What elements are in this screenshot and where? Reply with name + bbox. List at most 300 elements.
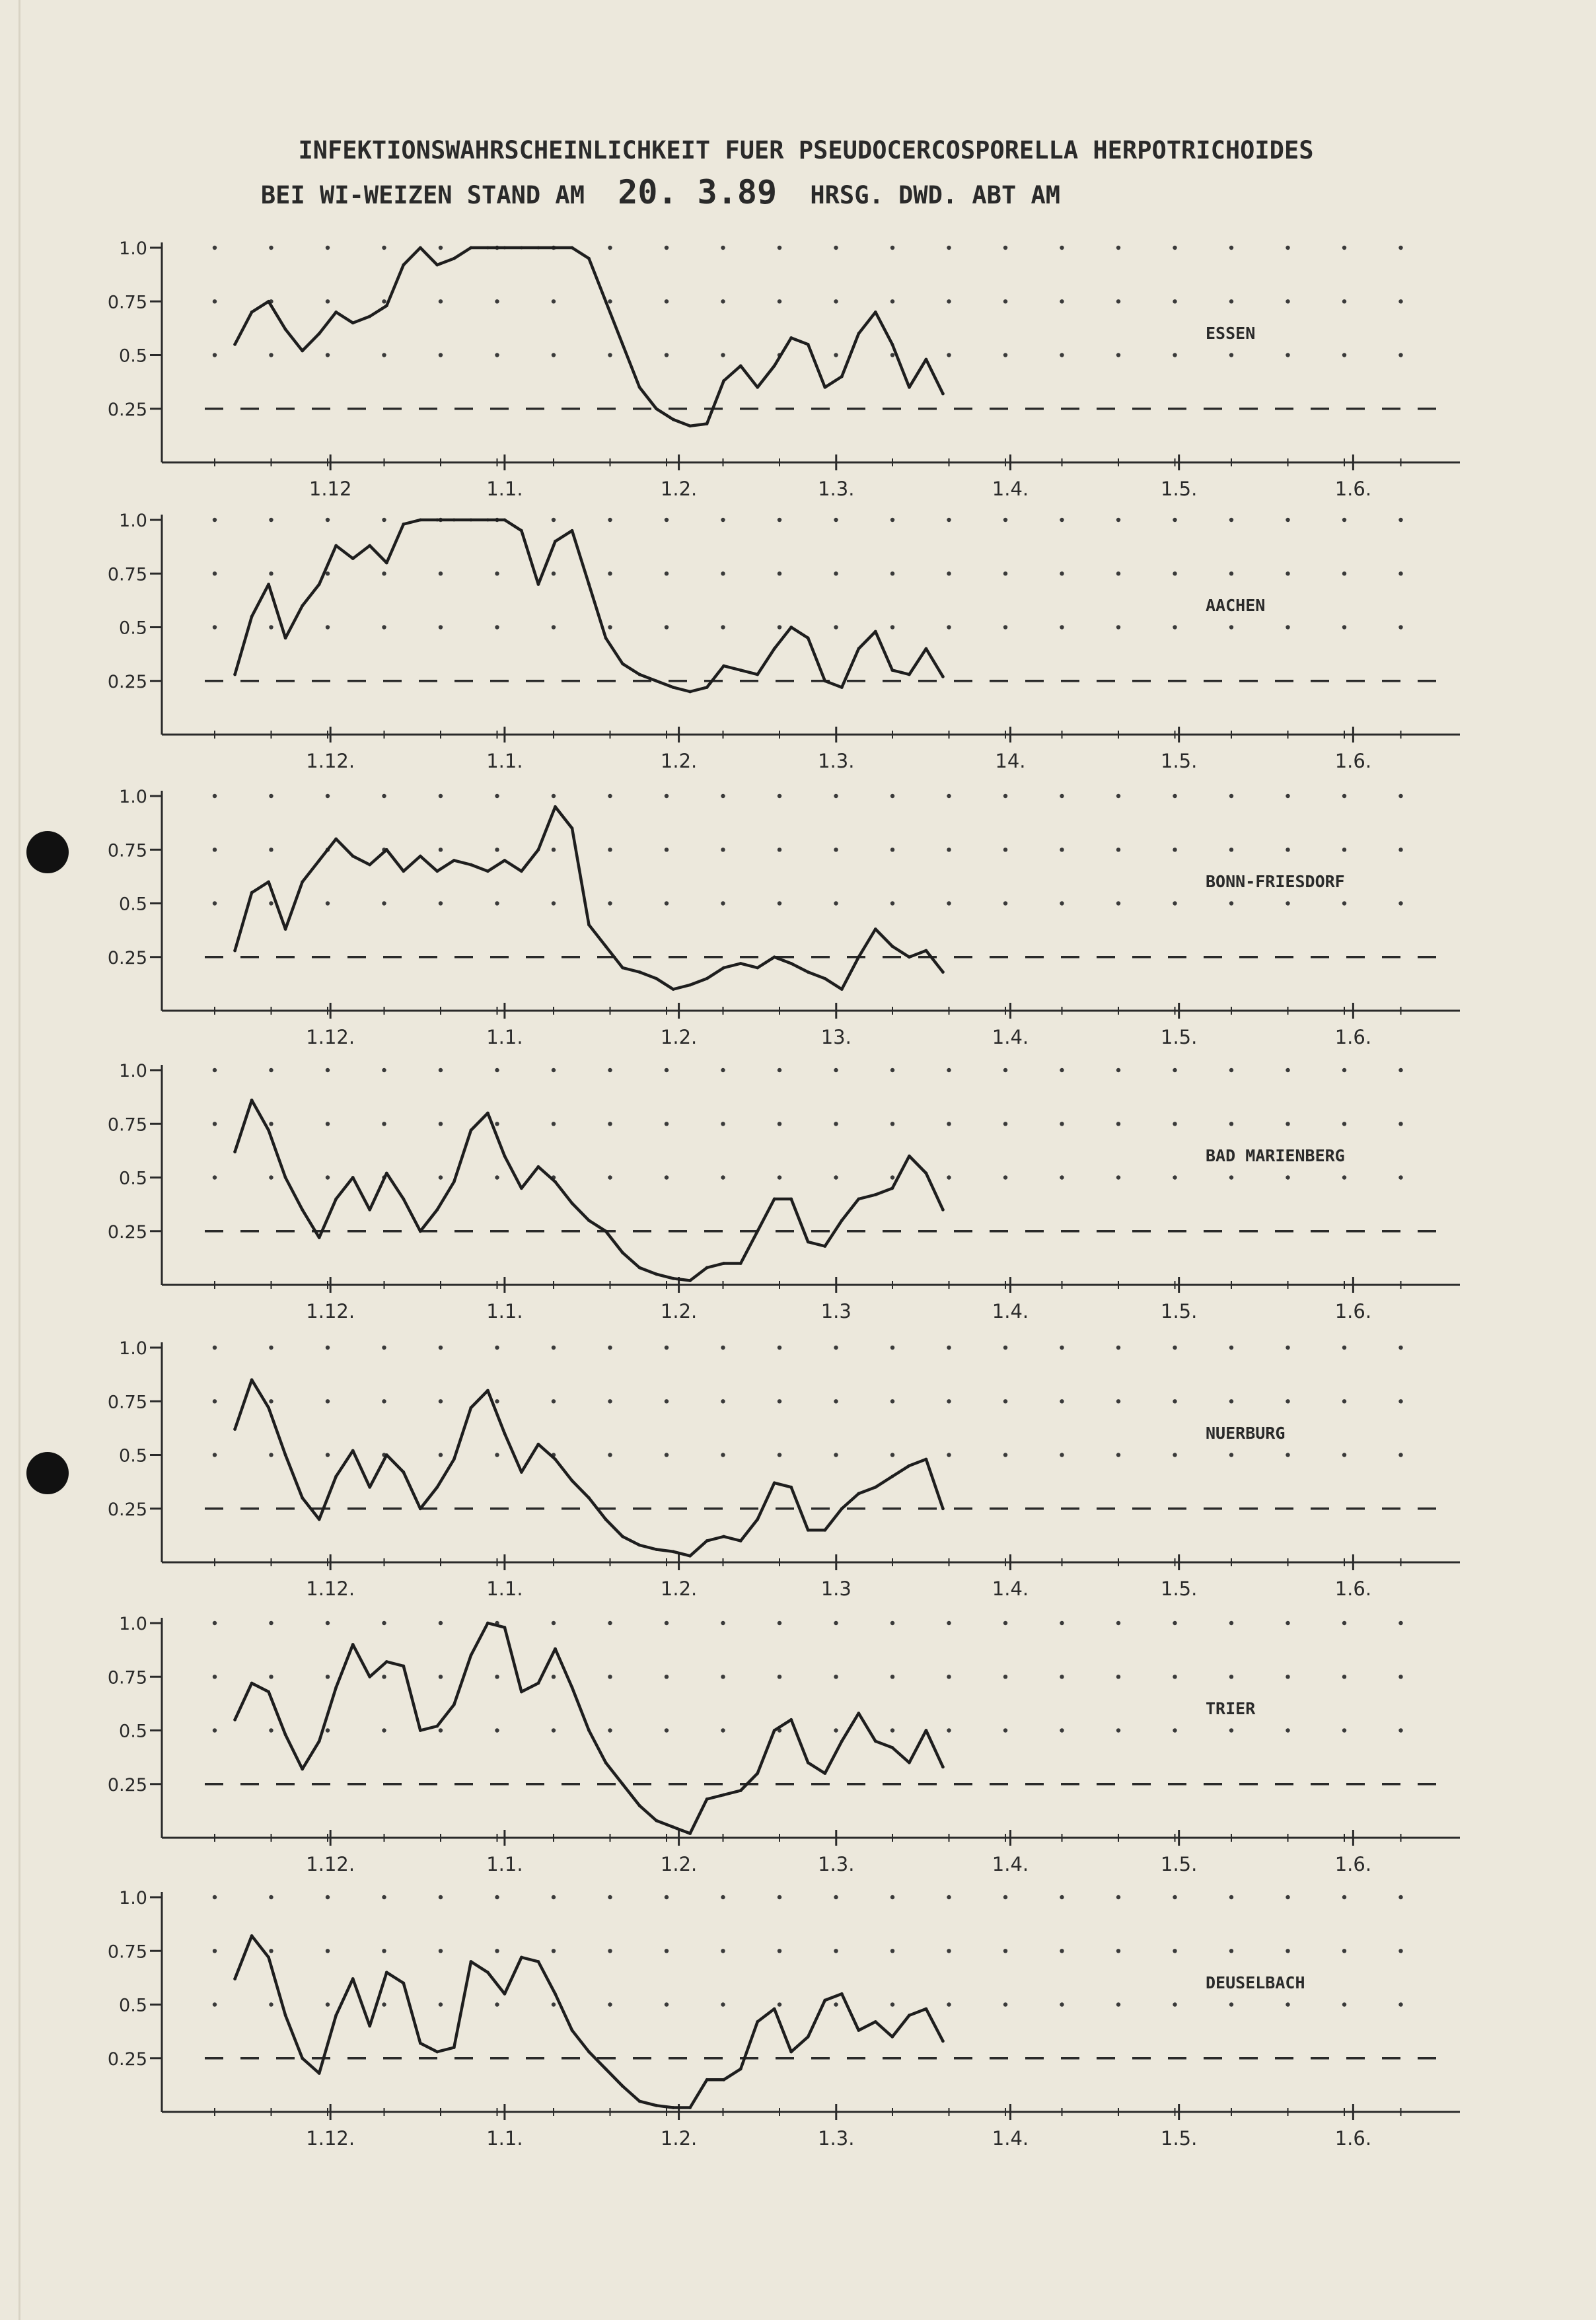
- grid-dot: [665, 2002, 669, 2006]
- grid-dot: [269, 625, 273, 629]
- grid-dot: [1286, 571, 1289, 575]
- x-tick-label: 1.5.: [1161, 1577, 1198, 1600]
- data-point: [402, 1470, 405, 1474]
- y-tick-label: 0.75: [107, 840, 147, 861]
- grid-dot: [326, 299, 330, 303]
- grid-dot: [1003, 299, 1007, 303]
- data-point: [233, 1977, 236, 1980]
- grid-dot: [439, 901, 443, 905]
- grid-dot: [890, 1949, 894, 1953]
- x-tick-label: 13.: [820, 1026, 852, 1048]
- grid-dot: [1229, 571, 1233, 575]
- data-point: [773, 647, 776, 651]
- data-point: [470, 246, 473, 250]
- grid-dot: [778, 1453, 781, 1457]
- grid-dot: [1398, 794, 1402, 798]
- data-point: [470, 863, 473, 867]
- y-tick-label: 0.5: [119, 894, 147, 915]
- grid-dot: [213, 625, 217, 629]
- data-point: [267, 1690, 270, 1694]
- data-point: [503, 1992, 507, 1996]
- grid-dot: [439, 1621, 443, 1625]
- data-point: [941, 1765, 945, 1768]
- grid-dot: [1116, 1399, 1120, 1403]
- grid-dot: [778, 848, 781, 852]
- data-point: [874, 1486, 877, 1489]
- grid-dot: [1173, 1949, 1177, 1953]
- grid-dot: [890, 1728, 894, 1732]
- data-point: [925, 1172, 928, 1175]
- data-point: [233, 343, 236, 346]
- grid-dot: [1286, 299, 1289, 303]
- grid-dot: [1060, 1895, 1064, 1899]
- grid-dot: [947, 1175, 951, 1179]
- grid-dot: [834, 2002, 838, 2006]
- data-point: [470, 1960, 473, 1963]
- grid-dot: [1342, 625, 1346, 629]
- grid-dot: [213, 901, 217, 905]
- data-point: [301, 1208, 304, 1212]
- grid-dot: [1229, 2002, 1233, 2006]
- x-tick-label: 1.2.: [660, 478, 698, 500]
- grid-dot: [1286, 1949, 1289, 1953]
- data-point: [840, 1507, 844, 1510]
- data-point: [267, 1956, 270, 1959]
- grid-dot: [1173, 1621, 1177, 1625]
- grid-dot: [834, 1621, 838, 1625]
- data-point: [890, 343, 894, 346]
- grid-dot: [382, 518, 386, 522]
- grid-dot: [608, 1399, 612, 1403]
- grid-dot: [552, 1068, 556, 1072]
- x-tick-label: 1.2.: [660, 1853, 698, 1875]
- data-point: [823, 1772, 826, 1775]
- data-point: [908, 2013, 911, 2017]
- x-tick-label: 1.3.: [818, 1853, 855, 1875]
- x-tick-label: 1.3.: [818, 2127, 855, 2150]
- grid-dot: [1060, 299, 1064, 303]
- grid-dot: [947, 1122, 951, 1126]
- grid-dot: [552, 299, 556, 303]
- grid-dot: [947, 1453, 951, 1457]
- panel-bad-marienberg: [108, 1061, 1460, 1323]
- data-point: [739, 1262, 743, 1265]
- data-point: [874, 630, 877, 634]
- data-point: [435, 869, 439, 873]
- data-point: [840, 375, 844, 379]
- data-point: [486, 519, 490, 522]
- grid-dot: [778, 794, 781, 798]
- grid-dot: [834, 571, 838, 575]
- data-point: [890, 1475, 894, 1478]
- grid-dot: [778, 518, 781, 522]
- grid-dot: [778, 2002, 781, 2006]
- grid-dot: [665, 1399, 669, 1403]
- grid-dot: [834, 1895, 838, 1899]
- data-point: [571, 1686, 574, 1689]
- grid-dot: [1003, 1346, 1007, 1350]
- grid-dot: [947, 625, 951, 629]
- grid-dot: [834, 848, 838, 852]
- x-tick-label: 1.12.: [306, 2127, 355, 2150]
- grid-dot: [269, 518, 273, 522]
- x-tick-label: 1.3: [820, 1300, 852, 1323]
- grid-dot: [778, 1949, 781, 1953]
- grid-dot: [721, 625, 725, 629]
- grid-dot: [1286, 1453, 1289, 1457]
- data-point: [739, 669, 743, 672]
- grid-dot: [439, 848, 443, 852]
- grid-dot: [1398, 1895, 1402, 1899]
- grid-dot: [721, 518, 725, 522]
- data-point: [941, 675, 945, 678]
- grid-dot: [1116, 1895, 1120, 1899]
- data-point: [874, 927, 877, 931]
- data-point: [554, 1992, 557, 1996]
- data-point: [672, 1277, 675, 1280]
- data-point: [672, 1825, 675, 1829]
- grid-dot: [1229, 1399, 1233, 1403]
- data-point: [890, 1186, 894, 1190]
- data-point: [722, 1794, 725, 1797]
- grid-dot: [1116, 1949, 1120, 1953]
- data-point: [334, 1475, 338, 1478]
- data-point: [739, 1789, 743, 1792]
- data-point: [385, 1172, 388, 1175]
- data-point: [453, 1180, 456, 1184]
- data-point: [621, 1535, 624, 1539]
- data-point: [688, 984, 692, 987]
- grid-dot: [269, 1122, 273, 1126]
- grid-dot: [947, 1621, 951, 1625]
- data-point: [267, 1406, 270, 1410]
- x-tick-label: 14.: [995, 750, 1026, 772]
- data-point: [688, 1554, 692, 1558]
- grid-dot: [269, 1895, 273, 1899]
- grid-dot: [665, 1068, 669, 1072]
- data-point: [789, 962, 793, 965]
- grid-dot: [608, 1675, 612, 1679]
- data-point: [621, 1782, 624, 1786]
- grid-dot: [721, 1949, 725, 1953]
- grid-dot: [1229, 353, 1233, 357]
- grid-dot: [269, 794, 273, 798]
- data-point: [672, 686, 675, 689]
- data-point: [486, 1112, 490, 1115]
- data-point: [925, 1729, 928, 1732]
- data-point: [351, 557, 355, 560]
- grid-dot: [778, 1675, 781, 1679]
- grid-dot: [721, 1175, 725, 1179]
- data-point: [503, 1155, 507, 1158]
- data-point: [638, 1804, 641, 1807]
- x-tick-label: 1.12.: [306, 1026, 355, 1048]
- y-tick-label: 1.0: [119, 1614, 147, 1634]
- data-point: [503, 1626, 507, 1629]
- data-point: [250, 1934, 254, 1938]
- grid-dot: [1342, 246, 1346, 250]
- grid-dot: [213, 2002, 217, 2006]
- data-point: [621, 343, 624, 346]
- grid-dot: [1286, 1621, 1289, 1625]
- data-point: [789, 1486, 793, 1489]
- data-point: [908, 1464, 911, 1467]
- grid-dot: [213, 246, 217, 250]
- grid-dot: [608, 1621, 612, 1625]
- x-tick-label: 1.1.: [486, 1577, 523, 1600]
- data-point: [537, 583, 540, 586]
- grid-dot: [1173, 625, 1177, 629]
- data-point: [284, 1733, 287, 1737]
- grid-dot: [1398, 246, 1402, 250]
- grid-dot: [665, 518, 669, 522]
- data-point: [789, 336, 793, 340]
- data-point: [722, 1262, 725, 1265]
- grid-dot: [890, 794, 894, 798]
- data-point: [688, 1279, 692, 1282]
- data-point: [301, 1496, 304, 1500]
- grid-dot: [721, 571, 725, 575]
- grid-dot: [1173, 2002, 1177, 2006]
- grid-dot: [890, 1895, 894, 1899]
- grid-dot: [665, 1346, 669, 1350]
- grid-dot: [1286, 1068, 1289, 1072]
- grid-dot: [1286, 794, 1289, 798]
- x-tick-label: 1.6.: [1334, 1300, 1372, 1323]
- y-tick-label: 0.75: [107, 1941, 147, 1963]
- grid-dot: [1398, 2002, 1402, 2006]
- data-point: [571, 1202, 574, 1205]
- data-point: [453, 1703, 456, 1706]
- grid-dot: [326, 246, 330, 250]
- data-point: [874, 1739, 877, 1743]
- grid-dot: [1286, 353, 1289, 357]
- title-prefix: BEI WI-WEIZEN STAND AM: [260, 181, 585, 209]
- grid-dot: [1286, 1675, 1289, 1679]
- grid-dot: [1003, 625, 1007, 629]
- x-tick-label: 1.12.: [306, 1853, 355, 1875]
- x-tick-label: 1.2.: [660, 1577, 698, 1600]
- data-point: [739, 962, 743, 965]
- grid-dot: [1060, 2002, 1064, 2006]
- station-label: DEUSELBACH: [1206, 1973, 1305, 1992]
- grid-dot: [269, 848, 273, 852]
- grid-dot: [1116, 353, 1120, 357]
- grid-dot: [552, 571, 556, 575]
- grid-dot: [382, 1399, 386, 1403]
- grid-dot: [890, 1621, 894, 1625]
- grid-dot: [721, 1346, 725, 1350]
- series-line-trier: [235, 1623, 943, 1834]
- grid-dot: [665, 1453, 669, 1457]
- data-point: [435, 1208, 439, 1212]
- data-point: [368, 2025, 371, 2028]
- data-point: [233, 1428, 236, 1431]
- panels-group: [108, 238, 1460, 2150]
- data-point: [503, 1432, 507, 1435]
- grid-dot: [665, 1728, 669, 1732]
- series-line-deuselbach: [235, 1936, 943, 2108]
- data-point: [706, 422, 709, 425]
- data-point: [655, 1819, 658, 1823]
- grid-dot: [1229, 1175, 1233, 1179]
- grid-dot: [552, 625, 556, 629]
- grid-dot: [269, 1949, 273, 1953]
- grid-dot: [1173, 1895, 1177, 1899]
- data-point: [520, 1690, 523, 1694]
- data-point: [250, 615, 254, 618]
- grid-dot: [1173, 246, 1177, 250]
- grid-dot: [1060, 571, 1064, 575]
- data-point: [925, 2008, 928, 2011]
- data-point: [385, 1660, 388, 1663]
- grid-dot: [1060, 353, 1064, 357]
- grid-dot: [608, 848, 612, 852]
- grid-dot: [1229, 901, 1233, 905]
- data-point: [604, 1229, 608, 1233]
- grid-dot: [439, 1175, 443, 1179]
- grid-dot: [213, 794, 217, 798]
- data-point: [908, 673, 911, 676]
- data-point: [874, 1193, 877, 1196]
- data-point: [470, 1406, 473, 1410]
- grid-dot: [1116, 901, 1120, 905]
- data-point: [537, 1165, 540, 1169]
- grid-dot: [1003, 794, 1007, 798]
- grid-dot: [269, 1346, 273, 1350]
- grid-dot: [665, 1621, 669, 1625]
- grid-dot: [495, 1399, 499, 1403]
- grid-dot: [495, 571, 499, 575]
- grid-dot: [439, 1949, 443, 1953]
- data-point: [722, 2078, 725, 2082]
- data-point: [722, 1535, 725, 1539]
- data-point: [385, 1453, 388, 1457]
- data-point: [368, 863, 371, 867]
- grid-dot: [834, 1346, 838, 1350]
- data-point: [840, 686, 844, 689]
- grid-dot: [1342, 1949, 1346, 1953]
- grid-dot: [1116, 1453, 1120, 1457]
- grid-dot: [1116, 1068, 1120, 1072]
- data-point: [402, 523, 405, 526]
- grid-dot: [721, 353, 725, 357]
- data-point: [537, 246, 540, 250]
- title-date: 20. 3.89: [618, 173, 778, 211]
- grid-dot: [947, 2002, 951, 2006]
- grid-dot: [1116, 1346, 1120, 1350]
- grid-dot: [1398, 518, 1402, 522]
- grid-dot: [1060, 1453, 1064, 1457]
- data-point: [233, 1150, 236, 1153]
- grid-dot: [1173, 353, 1177, 357]
- data-point: [402, 869, 405, 873]
- x-tick-label: 1.5.: [1161, 1300, 1198, 1323]
- grid-dot: [269, 1621, 273, 1625]
- grid-dot: [778, 1621, 781, 1625]
- grid-dot: [1229, 1068, 1233, 1072]
- data-point: [351, 1176, 355, 1179]
- data-point: [890, 669, 894, 672]
- grid-dot: [1116, 1621, 1120, 1625]
- data-point: [284, 927, 287, 931]
- data-point: [890, 2035, 894, 2039]
- grid-dot: [1173, 1122, 1177, 1126]
- grid-dot: [1173, 1453, 1177, 1457]
- grid-dot: [382, 246, 386, 250]
- data-point: [706, 1539, 709, 1542]
- grid-dot: [890, 1346, 894, 1350]
- grid-dot: [947, 518, 951, 522]
- grid-dot: [326, 518, 330, 522]
- data-point: [638, 386, 641, 389]
- data-point: [773, 2008, 776, 2011]
- data-point: [402, 1982, 405, 1985]
- grid-dot: [1342, 518, 1346, 522]
- grid-dot: [1398, 1453, 1402, 1457]
- data-point: [655, 2104, 658, 2107]
- data-point: [857, 647, 860, 651]
- data-point: [672, 988, 675, 991]
- data-point: [807, 1761, 810, 1764]
- chart-title-line2: [261, 173, 1060, 211]
- data-point: [925, 1458, 928, 1461]
- data-point: [435, 1725, 439, 1728]
- grid-dot: [834, 1728, 838, 1732]
- x-tick-label: 1.1.: [486, 750, 523, 772]
- data-point: [672, 2106, 675, 2109]
- data-point: [385, 848, 388, 852]
- grid-dot: [1342, 901, 1346, 905]
- data-point: [486, 246, 490, 250]
- y-tick-label: 0.5: [119, 1445, 147, 1467]
- grid-dot: [495, 2002, 499, 2006]
- grid-dot: [778, 1175, 781, 1179]
- grid-dot: [890, 901, 894, 905]
- data-point: [318, 1518, 321, 1521]
- data-point: [756, 1229, 759, 1233]
- grid-dot: [439, 1346, 443, 1350]
- grid-dot: [1342, 1453, 1346, 1457]
- data-point: [537, 1682, 540, 1685]
- data-point: [773, 364, 776, 367]
- grid-dot: [1003, 1621, 1007, 1625]
- data-point: [284, 1176, 287, 1179]
- data-point: [368, 1208, 371, 1212]
- grid-dot: [552, 794, 556, 798]
- grid-dot: [721, 794, 725, 798]
- grid-dot: [1342, 1175, 1346, 1179]
- grid-dot: [382, 901, 386, 905]
- grid-dot: [439, 1068, 443, 1072]
- x-tick-label: 1.4.: [992, 1300, 1029, 1323]
- grid-dot: [834, 246, 838, 250]
- y-tick-label: 1.0: [119, 787, 147, 807]
- grid-dot: [1229, 1949, 1233, 1953]
- data-point: [773, 1481, 776, 1484]
- grid-dot: [608, 1949, 612, 1953]
- grid-dot: [1060, 518, 1064, 522]
- data-point: [486, 1971, 490, 1974]
- grid-dot: [1060, 794, 1064, 798]
- x-tick-label: 1.12.: [306, 1300, 355, 1323]
- grid-dot: [947, 901, 951, 905]
- data-point: [571, 826, 574, 830]
- grid-dot: [1342, 848, 1346, 852]
- grid-dot: [1060, 625, 1064, 629]
- grid-dot: [1003, 1399, 1007, 1403]
- grid-dot: [947, 353, 951, 357]
